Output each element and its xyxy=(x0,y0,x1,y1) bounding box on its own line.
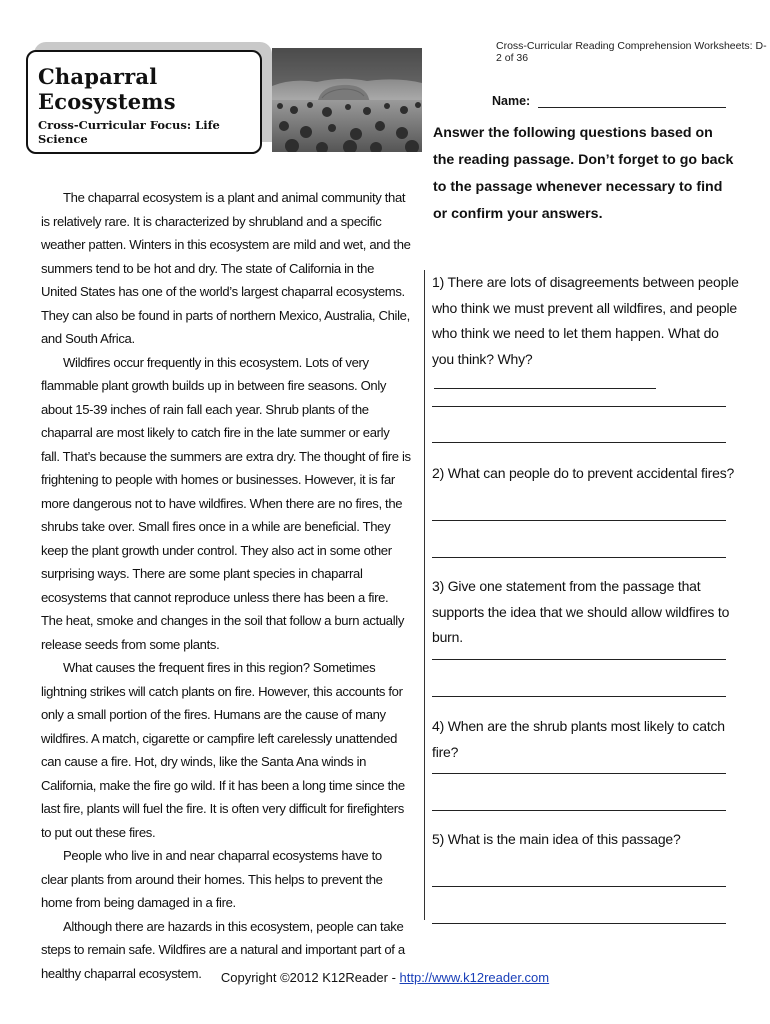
answer-line[interactable] xyxy=(432,923,726,924)
answer-line[interactable] xyxy=(432,810,726,811)
worksheet-reference: Cross-Curricular Reading Comprehension Worksheets: D-2 of 36 xyxy=(496,40,767,64)
chaparral-landscape-photo xyxy=(272,48,422,152)
answer-line[interactable] xyxy=(432,442,726,443)
passage-paragraph: What causes the frequent fires in this region? Sometimes lightning strikes will catch plants on fire. However, this accounts for only a small portion of the fires. Humans are the cause of many wildfires. A match, cigarette or campfire left carelessly unattended can cause a fire. Hot, dry winds, like the Santa Ana winds in California, make the fire go wild. If it has been a long time since the last fire, plants will fuel the fire. It is often very difficult for firefighters to put out these fires. xyxy=(41,660,405,840)
footer xyxy=(0,970,770,985)
answer-line[interactable] xyxy=(432,406,726,407)
title-block xyxy=(26,50,268,156)
question-3 xyxy=(432,574,742,651)
reading-passage xyxy=(41,186,411,985)
name-blank-line[interactable] xyxy=(538,95,726,108)
copyright-text: Copyright ©2012 K12Reader - xyxy=(220,970,400,985)
column-divider xyxy=(424,270,425,920)
question-text: 1) There are lots of disagreements between people who think we must prevent all wildfires, and people who think we need to let them happen. What do you think? Why? xyxy=(432,274,739,367)
question-2 xyxy=(432,461,742,487)
question-1 xyxy=(432,270,742,398)
instructions: Answer the following questions based on the reading passage. Don’t forget to go back to the passage whenever necessary to find or confirm your answers. xyxy=(433,125,734,222)
title-block-frame xyxy=(26,50,262,154)
name-field[interactable] xyxy=(492,94,726,108)
question-4 xyxy=(432,714,742,765)
answer-line[interactable] xyxy=(432,773,726,774)
question-text: 4) When are the shrub plants most likely to catch fire? xyxy=(432,718,725,760)
passage-paragraph: People who live in and near chaparral ecosystems have to clear plants from around their homes. This helps to prevent the home from being damaged in a fire. xyxy=(41,848,383,910)
page-subtitle: Cross-Curricular Focus: Life Science xyxy=(38,118,220,146)
question-text: 3) Give one statement from the passage that supports the idea that we should allow wildfires to burn. xyxy=(432,578,730,645)
answer-line[interactable] xyxy=(432,886,726,887)
passage-paragraph: The chaparral ecosystem is a plant and animal community that is relatively rare. It is characterized by shrubland and a specific weather patten. Winters in this ecosystem are mild and wet, and the summers tend to be hot and dry. The state of California in the United States has one of the world’s largest chaparral ecosystems. They can also be found in parts of northern Mexico, Australia, Chile, and South Africa. xyxy=(41,190,411,346)
page-title: Chaparral Ecosystems xyxy=(38,64,176,114)
answer-line[interactable] xyxy=(434,376,656,389)
answer-line[interactable] xyxy=(432,659,726,660)
passage-paragraph: Although there are hazards in this ecosystem, people can take steps to remain safe. Wildfires are a natural and important part of a healthy chaparral ecosystem. xyxy=(41,918,405,981)
answer-line[interactable] xyxy=(432,520,726,521)
question-text: 5) What is the main idea of this passage? xyxy=(432,831,681,847)
question-text: 2) What can people do to prevent accidental fires? xyxy=(432,465,735,481)
passage-paragraph: Wildfires occur frequently in this ecosystem. Lots of very flammable plant growth builds up in between fire seasons. Only about 15-39 inches of rain fall each year. Shrub plants of the chaparral are most likely to catch fire in the late summer or early fall. That’s because the summers are extra dry. The thought of fire is frightening to people with homes or businesses. However, it is far more dangerous not to have wildfires. When there are no fires, the shrubs take over. Small fires once in a while are beneficial. They keep the plant growth under control. They also act in some other surprising ways. There are some plant species in chaparral ecosystems that cannot reproduce unless there has been a fire. The heat, smoke and changes in the soil that follow a burn actually release seeds from some plants. xyxy=(41,354,411,652)
answer-line[interactable] xyxy=(432,696,726,697)
website-link[interactable]: http://www.k12reader.com xyxy=(399,970,550,985)
answer-line[interactable] xyxy=(432,557,726,558)
name-label: Name: xyxy=(492,94,531,108)
question-5 xyxy=(432,827,742,853)
